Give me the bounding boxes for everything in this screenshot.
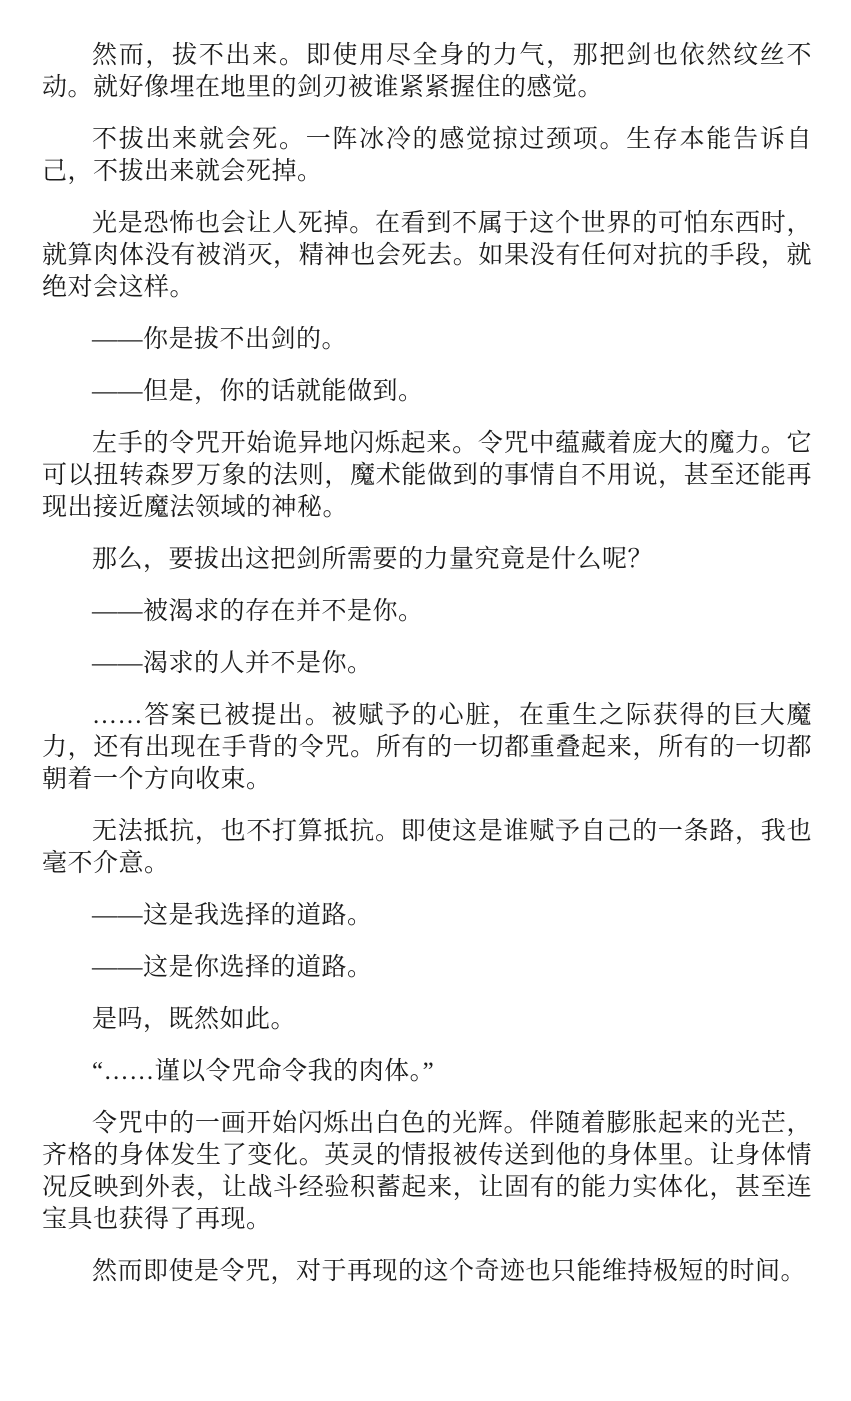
paragraph: 无法抵抗，也不打算抵抗。即使这是谁赋予自己的一条路，我也毫不介意。 (42, 818, 812, 877)
paragraph: 然而即使是令咒，对于再现的这个奇迹也只能维持极短的时间。 (92, 1258, 807, 1285)
paragraph: ——被渴求的存在并不是你。 (92, 598, 424, 625)
paragraph: 是吗，既然如此。 (92, 1006, 297, 1033)
paragraph: ——渴求的人并不是你。 (92, 650, 373, 677)
paragraph: 不拔出来就会死。一阵冰冷的感觉掠过颈项。生存本能告诉自己，不拔出来就会死掉。 (42, 126, 812, 185)
paragraph: 光是恐怖也会让人死掉。在看到不属于这个世界的可怕东西时，就算肉体没有被消灭，精神也会死去。如果没有任何对抗的手段，就绝对会这样。 (42, 210, 812, 301)
paragraph-container (42, 40, 812, 1288)
paragraph: ——这是你选择的道路。 (92, 954, 373, 981)
paragraph: 令咒中的一画开始闪烁出白色的光辉。伴随着膨胀起来的光芒，齐格的身体发生了变化。英灵的情报被传送到他的身体里。让身体情况反映到外表，让战斗经验积蓄起来，让固有的能力实体化，甚至连宝具也获得了再现。 (42, 1110, 812, 1233)
paragraph: ——这是我选择的道路。 (92, 902, 373, 929)
paragraph: ……答案已被提出。被赋予的心脏，在重生之际获得的巨大魔力，还有出现在手背的令咒。所有的一切都重叠起来，所有的一切都朝着一个方向收束。 (42, 702, 812, 793)
paragraph: ——但是，你的话就能做到。 (92, 378, 424, 405)
paragraph: 然而，拔不出来。即使用尽全身的力气，那把剑也依然纹丝不动。就好像埋在地里的剑刃被谁紧紧握住的感觉。 (42, 42, 812, 101)
paragraph: 那么，要拔出这把剑所需要的力量究竟是什么呢？ (92, 546, 654, 573)
paragraph: “……谨以令咒命令我的肉体。” (92, 1058, 435, 1085)
paragraph: ——你是拔不出剑的。 (92, 326, 348, 353)
paragraph: 左手的令咒开始诡异地闪烁起来。令咒中蕴藏着庞大的魔力。它可以扭转森罗万象的法则，魔术能做到的事情自不用说，甚至还能再现出接近魔法领域的神秘。 (42, 430, 812, 521)
